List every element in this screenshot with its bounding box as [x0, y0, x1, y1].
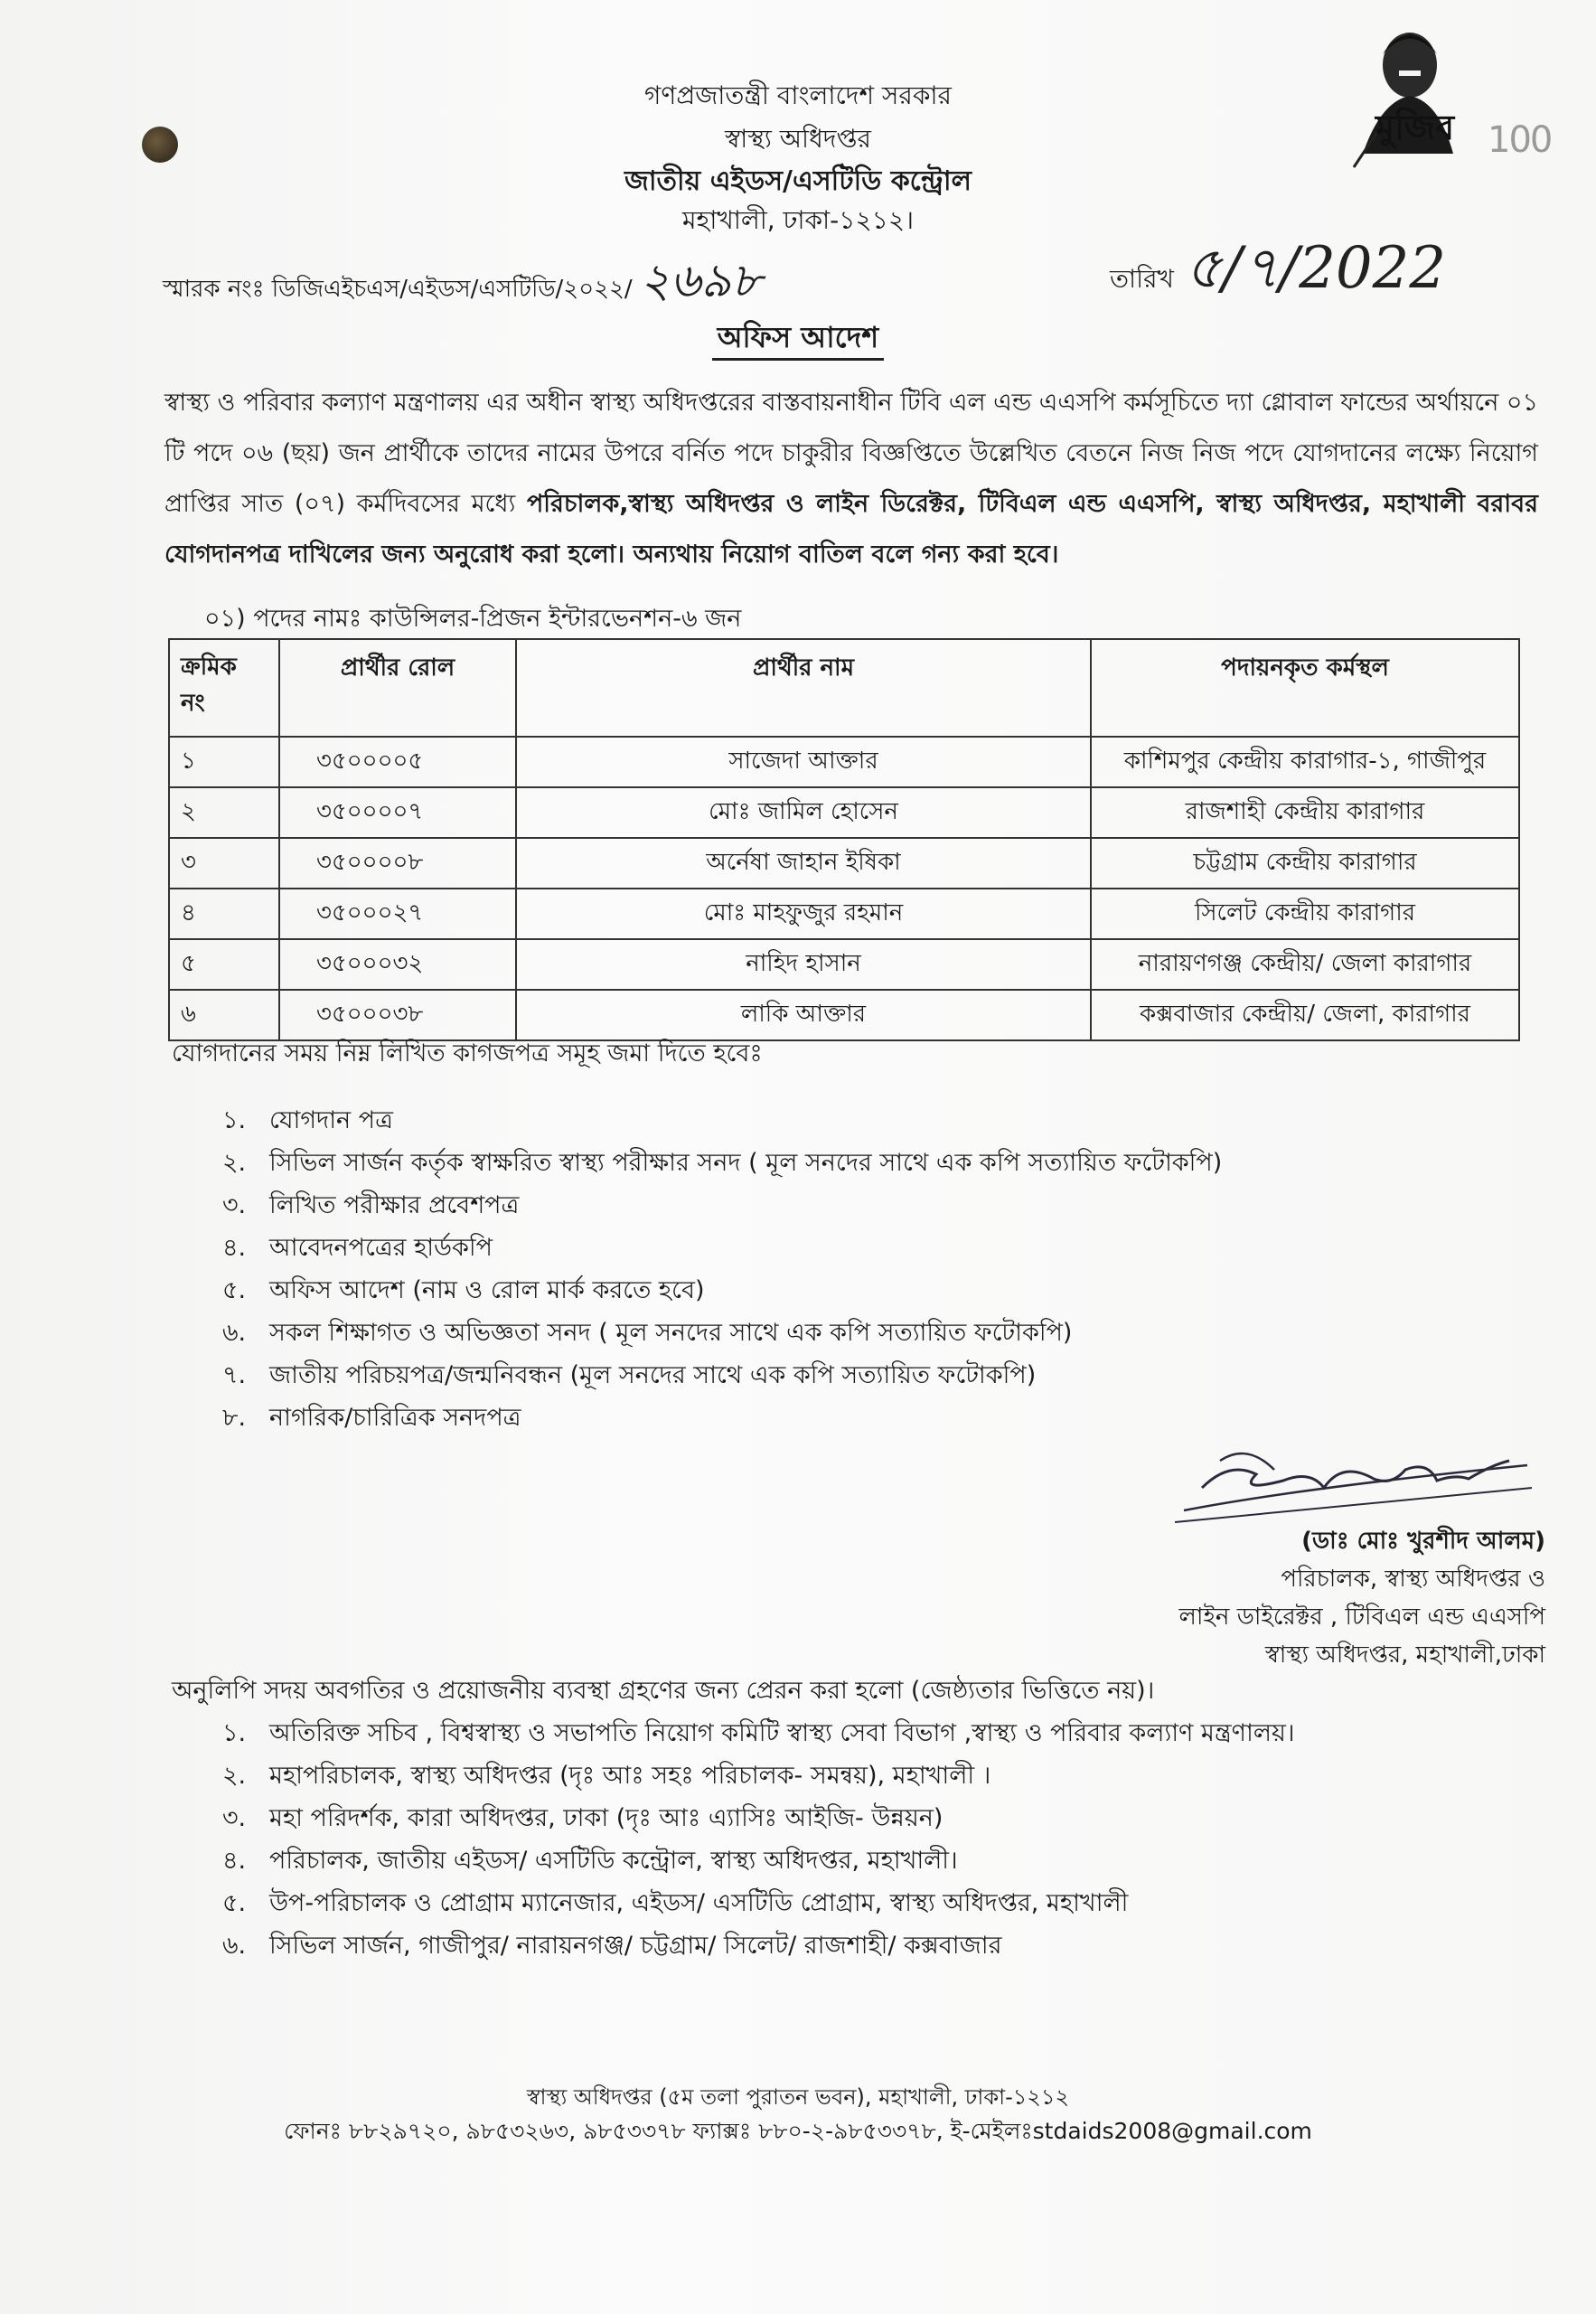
item-text: লিখিত পরীক্ষার প্রবেশপত্র	[269, 1191, 520, 1219]
memo-label: স্মারক নংঃ ডিজিএইচএস/এইডস/এসটিডি/২০২২/	[163, 276, 633, 303]
header-serial: ক্রমিক নং	[169, 639, 279, 737]
cell-serial: ৬	[169, 990, 279, 1040]
document-title	[0, 315, 1596, 363]
header-posting: পদায়নকৃত কর্মস্থল	[1091, 639, 1519, 737]
table-row	[169, 889, 1519, 939]
cc-intro: অনুলিপি সদয় অবগতির ও প্রয়োজনীয় ব্যবস্থা গ্রহণের জন্য প্রেরন করা হলো (জেষ্ঠ্যতার ভিত্তিতে নয়)।	[172, 1677, 1155, 1705]
item-number: ২.	[222, 1149, 247, 1177]
table-row	[169, 838, 1519, 889]
cell-serial: ৪	[169, 889, 279, 939]
memo-line	[163, 244, 762, 323]
item-text: জাতীয় পরিচয়পত্র/জন্মনিবন্ধন (মূল সনদের সাথে এক কপি সত্যায়িত ফটোকপি)	[269, 1361, 1037, 1389]
item-number: ৬.	[222, 1932, 247, 1960]
list-item	[222, 1756, 1295, 1799]
item-number: ১.	[222, 1106, 247, 1134]
cell-posting: রাজশাহী কেন্দ্রীয় কারাগার	[1091, 787, 1519, 838]
item-number: ৫.	[222, 1276, 247, 1304]
cell-name: লাকি আক্তার	[516, 990, 1091, 1040]
logo-number: 100	[1488, 119, 1552, 161]
table-row	[169, 737, 1519, 787]
list-item	[222, 1228, 1222, 1271]
item-text: উপ-পরিচালক ও প্রোগ্রাম ম্যানেজার, এইডস/ এসটিডি প্রোগ্রাম, স্বাস্থ্য অধিদপ্তর, মহাখালী	[269, 1889, 1129, 1917]
item-text: সিভিল সার্জন কর্তৃক স্বাক্ষরিত স্বাস্থ্য পরীক্ষার সনদ ( মূল সনদের সাথে এক কপি সত্যায়িত ফটোকপি)	[269, 1149, 1223, 1177]
cell-roll: ৩৫০০০০৮	[279, 838, 516, 889]
item-number: ৩.	[222, 1804, 247, 1832]
item-text: সকল শিক্ষাগত ও অভিজ্ঞতা সনদ ( মূল সনদের সাথে এক কপি সত্যায়িত ফটোকপি)	[269, 1319, 1073, 1347]
signatory-title-2: লাইন ডাইরেক্টর , টিবিএল এন্ড এএসপি	[1178, 1604, 1545, 1631]
cell-roll: ৩৫০০০২৭	[279, 889, 516, 939]
cell-posting: নারায়ণগঞ্জ কেন্দ্রীয়/ জেলা কারাগার	[1091, 939, 1519, 990]
table-header-row	[169, 639, 1519, 737]
footer-address: স্বাস্থ্য অধিদপ্তর (৫ম তলা পুরাতন ভবন), মহাখালী, ঢাকা-১২১২	[526, 2084, 1070, 2110]
cell-name: সাজেদা আক্তার	[516, 737, 1091, 787]
item-number: ৩.	[222, 1191, 247, 1219]
body-part1: স্বাস্থ্য ও পরিবার কল্যাণ মন্ত্রণালয় এর অধীন স্বাস্থ্য অধিদপ্তরের বাস্তবায়নাধীন টিবি এল এন্ড এএসপি কর্মসূচিতে দ্যা গ্লোবাল ফান্ডের অর্থায়নে ০১ টি পদে ০৬ (ছয়) জন প্রার্থীকে তাদের নামের উপরে বর্নিত পদে চাকুরীর বিজ্ঞপ্তিতে উল্লেখিত বেতনে নিজ নিজ পদে যোগদানের লক্ষ্যে নিয়োগ প্রাপ্তির সাত (০৭) কর্মদিবসের মধ্যে	[164, 389, 1538, 518]
list-item	[222, 1143, 1222, 1186]
item-text: মহা পরিদর্শক, কারা অধিদপ্তর, ঢাকা (দৃঃ আঃ এ্যাসিঃ আইজি- উন্নয়ন)	[269, 1804, 944, 1832]
cell-roll: ৩৫০০০৩৮	[279, 990, 516, 1040]
logo-text: মুজিব	[1375, 108, 1455, 147]
item-text: সিভিল সার্জন, গাজীপুর/ নারায়নগঞ্জ/ চট্টগ্রাম/ সিলেট/ রাজশাহী/ কক্সবাজার	[269, 1932, 1002, 1960]
list-item	[222, 1884, 1295, 1926]
cell-name: মোঃ জামিল হোসেন	[516, 787, 1091, 838]
list-item	[222, 1271, 1222, 1313]
candidate-table	[168, 638, 1520, 1041]
list-item	[222, 1926, 1295, 1969]
body-part2-bold: পরিচালক,স্বাস্থ্য অধিদপ্তর ও লাইন ডিরেক্টর, টিবিএল এন্ড এএসপি, স্বাস্থ্য অধিদপ্তর, মহাখালী বরাবর যোগদানপত্র দাখিলের জন্য অনুরোধ করা হলো। অন্যথায় নিয়োগ বাতিল বলে গন্য করা হবে।	[164, 490, 1538, 569]
body-paragraph	[164, 378, 1538, 580]
list-item	[222, 1799, 1295, 1841]
item-number: ৪.	[222, 1234, 247, 1262]
signatory-title-1: পরিচালক, স্বাস্থ্য অধিদপ্তর ও	[1281, 1566, 1545, 1593]
documents-list	[222, 1101, 1222, 1441]
header-roll: প্রার্থীর রোল	[279, 639, 516, 737]
list-item	[222, 1356, 1222, 1398]
documents-intro: যোগদানের সময় নিম্ন লিখিত কাগজপত্র সমূহ জমা দিতে হবেঃ	[172, 1039, 763, 1068]
list-item	[222, 1186, 1222, 1228]
list-item	[222, 1398, 1222, 1441]
signatory-block	[1112, 1522, 1545, 1674]
item-text: অফিস আদেশ (নাম ও রোল মার্ক করতে হবে)	[269, 1276, 705, 1304]
list-item	[222, 1313, 1222, 1356]
cell-posting: কাশিমপুর কেন্দ্রীয় কারাগার-১, গাজীপুর	[1091, 737, 1519, 787]
signatory-name: (ডাঃ মোঃ খুরশীদ আলম)	[1301, 1528, 1545, 1555]
list-item	[222, 1841, 1295, 1884]
cell-serial: ১	[169, 737, 279, 787]
header-program: জাতীয় এইডস/এসটিডি কন্ট্রোল	[624, 165, 972, 197]
table-row	[169, 990, 1519, 1040]
header-name: প্রার্থীর নাম	[516, 639, 1091, 737]
date-label: তারিখ	[1110, 264, 1174, 294]
item-number: ৮.	[222, 1404, 247, 1432]
cc-list	[222, 1714, 1295, 1969]
cell-name: মোঃ মাহফুজুর রহমান	[516, 889, 1091, 939]
item-text: অতিরিক্ত সচিব , বিশ্বস্বাস্থ্য ও সভাপতি নিয়োগ কমিটি স্বাস্থ্য সেবা বিভাগ ,স্বাস্থ্য ও পরিবার কল্যাণ মন্ত্রণালয়।	[269, 1719, 1295, 1747]
item-text: যোগদান পত্র	[269, 1106, 393, 1134]
list-item	[222, 1714, 1295, 1756]
table-row	[169, 787, 1519, 838]
cell-serial: ৩	[169, 838, 279, 889]
cell-name: অর্নেষা জাহান ইষিকা	[516, 838, 1091, 889]
item-number: ২.	[222, 1762, 247, 1790]
item-number: ৭.	[222, 1361, 247, 1389]
date-value: ৫/৭/2022	[1184, 235, 1447, 302]
item-text: আবেদনপত্রের হার্ডকপি	[269, 1234, 493, 1262]
cell-serial: ২	[169, 787, 279, 838]
header-address: মহাখালী, ঢাকা-১২১২।	[681, 205, 915, 235]
cell-posting: সিলেট কেন্দ্রীয় কারাগার	[1091, 889, 1519, 939]
handwritten-signature	[1166, 1425, 1536, 1533]
memo-number: ২৬৯৮	[639, 254, 762, 308]
date-line	[1110, 224, 1446, 321]
cell-roll: ৩৫০০০৩২	[279, 939, 516, 990]
table-row	[169, 939, 1519, 990]
item-text: মহাপরিচালক, স্বাস্থ্য অধিদপ্তর (দৃঃ আঃ সহঃ পরিচালক- সমন্বয়), মহাখালী ।	[269, 1762, 991, 1790]
cell-serial: ৫	[169, 939, 279, 990]
signatory-title-3: স্বাস্থ্য অধিদপ্তর, মহাখালী,ঢাকা	[1264, 1641, 1545, 1669]
header-directorate: স্বাস্থ্য অধিদপ্তর	[725, 124, 871, 154]
title-text: অফিস আদেশ	[712, 320, 884, 361]
item-number: ৫.	[222, 1889, 247, 1917]
item-text: পরিচালক, জাতীয় এইডস/ এসটিডি কন্ট্রোল, স্বাস্থ্য অধিদপ্তর, মহাখালী।	[269, 1847, 958, 1875]
post-name-label: ০১) পদের নামঃ কাউন্সিলর-প্রিজন ইন্টারভেনশন-৬ জন	[204, 605, 742, 633]
list-item	[222, 1101, 1222, 1143]
item-number: ৪.	[222, 1847, 247, 1875]
item-number: ১.	[222, 1719, 247, 1747]
item-text: নাগরিক/চারিত্রিক সনদপত্র	[269, 1404, 521, 1432]
cell-roll: ৩৫০০০০৫	[279, 737, 516, 787]
item-number: ৬.	[222, 1319, 247, 1347]
cell-name: নাহিদ হাসান	[516, 939, 1091, 990]
cell-posting: চট্টগ্রাম কেন্দ্রীয় কারাগার	[1091, 838, 1519, 889]
header-government: গণপ্রজাতন্ত্রী বাংলাদেশ সরকার	[644, 80, 952, 110]
cell-roll: ৩৫০০০০৭	[279, 787, 516, 838]
footer-contact: ফোনঃ ৮৮২৯৭২০, ৯৮৫৩২৬৩, ৯৮৫৩৩৭৮ ফ্যাক্সঃ ৮৮০-২-৯৮৫৩৩৭৮, ই-মেইলঃstdaids2008@gmail.com	[284, 2118, 1312, 2144]
cell-posting: কক্সবাজার কেন্দ্রীয়/ জেলা, কারাগার	[1091, 990, 1519, 1040]
